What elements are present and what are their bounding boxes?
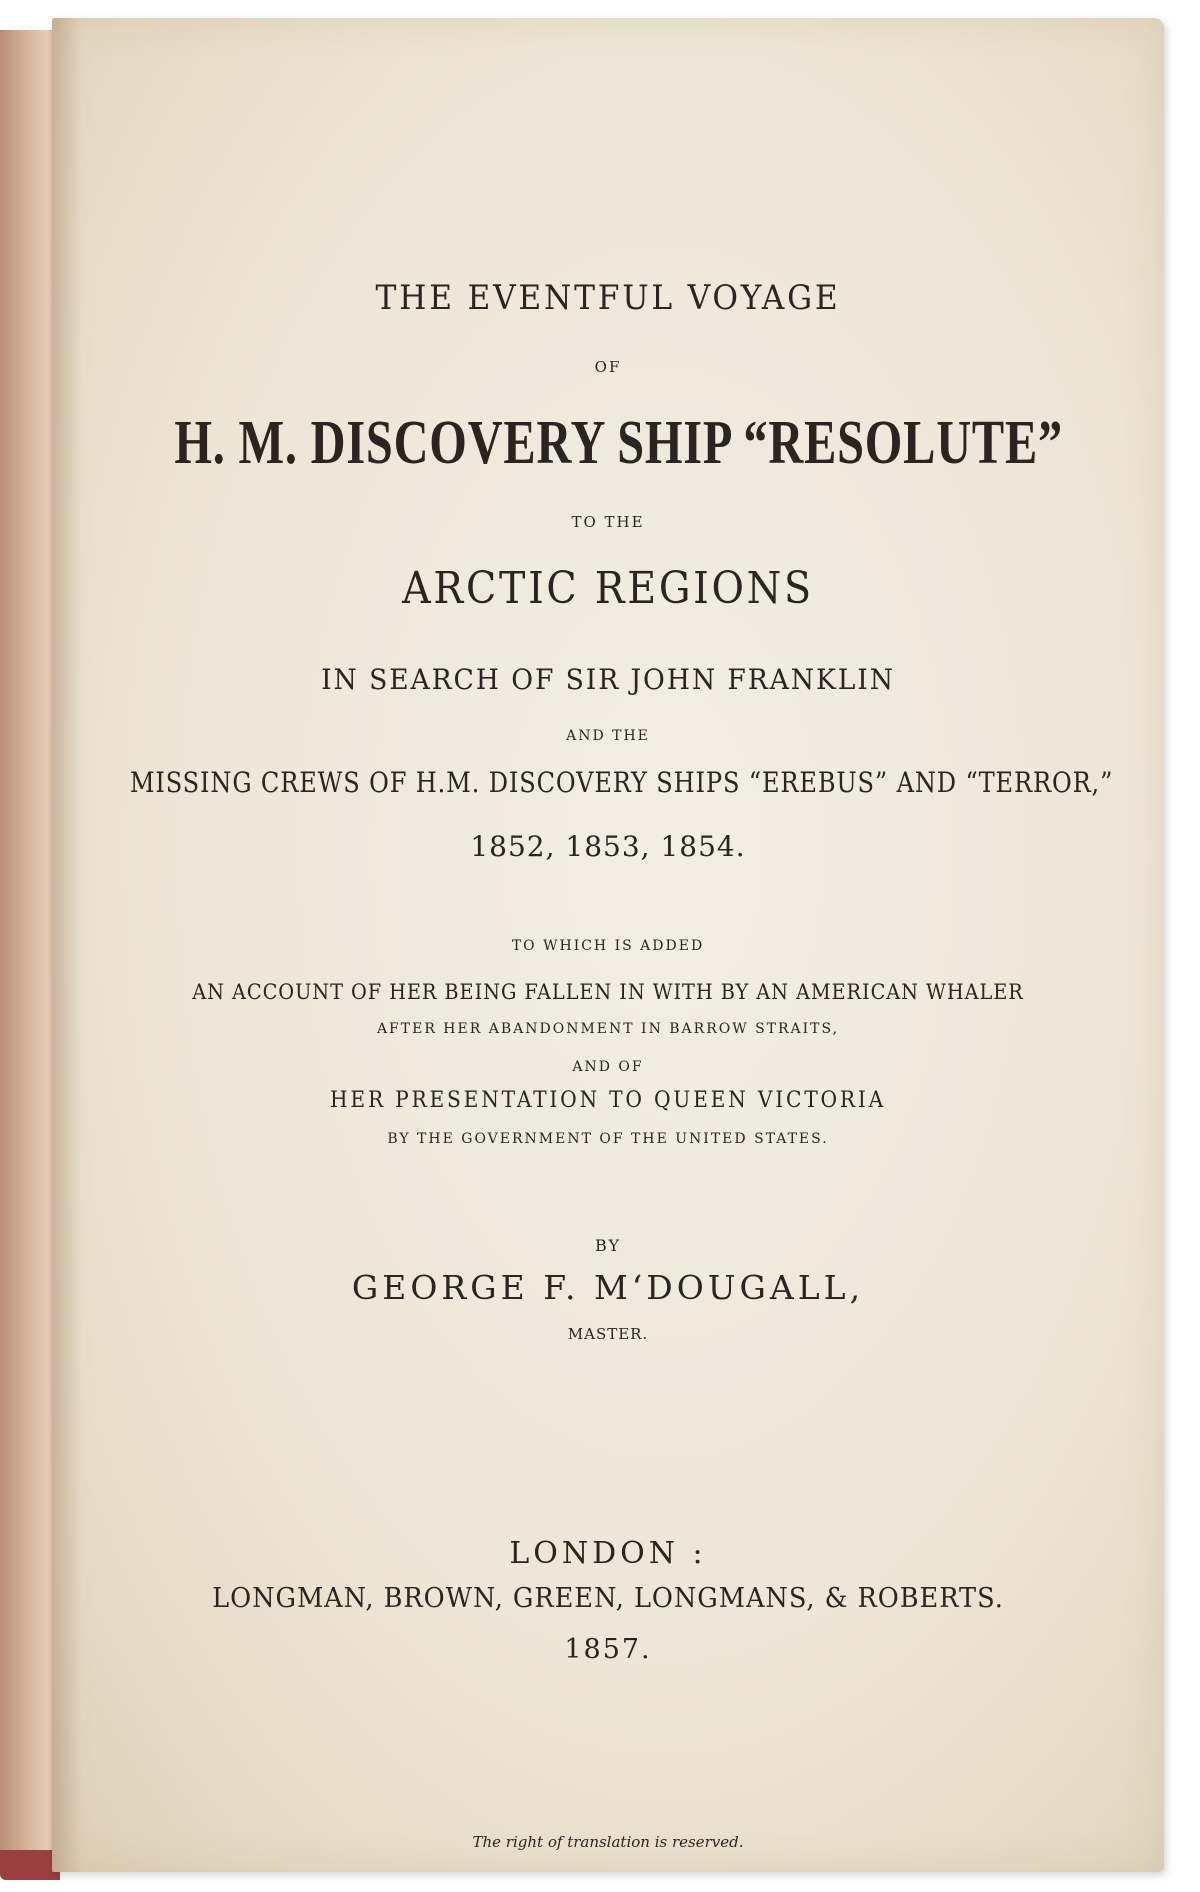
author-name: GEORGE F. M‘DOUGALL, [351, 1268, 865, 1307]
title-line-to-the: TO THE [571, 513, 645, 531]
addendum-to-which: TO WHICH IS ADDED [511, 938, 705, 954]
subtitle-and-the: AND THE [566, 728, 650, 744]
addendum-presentation: HER PRESENTATION TO QUEEN VICTORIA [330, 1088, 886, 1113]
addendum-account: AN ACCOUNT OF HER BEING FALLEN IN WITH BY AN AMERICAN WHALER [192, 980, 1024, 1004]
imprint-year: 1857. [564, 1634, 652, 1665]
rights-notice: The right of translation is reserved. [472, 1833, 744, 1851]
title-page [52, 18, 1164, 1872]
addendum-after: AFTER HER ABANDONMENT IN BARROW STRAITS, [376, 1021, 840, 1037]
subtitle-missing-crews: MISSING CREWS OF H.M. DISCOVERY SHIPS “EREBUS” AND “TERROR,” [129, 766, 1114, 799]
subtitle-years: 1852, 1853, 1854. [470, 830, 746, 863]
subtitle-in-search: IN SEARCH OF SIR JOHN FRANKLIN [321, 663, 895, 696]
addendum-and-of: AND OF [572, 1059, 644, 1075]
author-rank: MASTER. [567, 1325, 649, 1343]
author-by: BY [594, 1236, 622, 1255]
title-line-arctic-regions: ARCTIC REGIONS [402, 563, 814, 614]
addendum-by-government: BY THE GOVERNMENT OF THE UNITED STATES. [387, 1131, 829, 1147]
title-line-eventful: THE EVENTFUL VOYAGE [375, 278, 841, 318]
imprint-city: LONDON : [509, 1536, 707, 1571]
book-cover-edge [0, 30, 60, 1880]
title-line-of: OF [594, 358, 622, 376]
imprint-publisher: LONGMAN, BROWN, GREEN, LONGMANS, & ROBERTS. [212, 1583, 1004, 1614]
main-title-ship: H. M. DISCOVERY SHIP “RESOLUTE” [174, 409, 1063, 477]
